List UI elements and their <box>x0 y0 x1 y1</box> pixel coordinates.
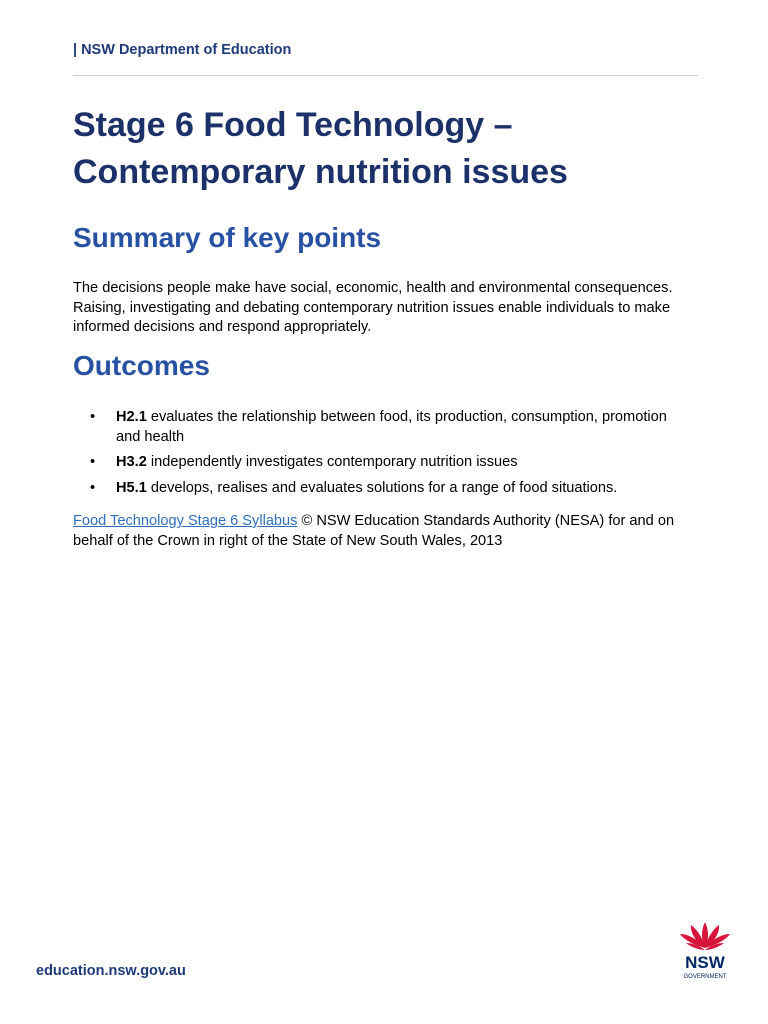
outcome-code: H2.1 <box>116 409 147 425</box>
summary-heading: Summary of key points <box>73 222 382 253</box>
logo-government-text: GOVERNMENT <box>683 974 727 980</box>
outcome-item-h3-2 <box>73 453 693 473</box>
page-title-line-1: Stage 6 Food Technology – <box>73 106 513 144</box>
outcome-item-h2-1 <box>73 408 693 447</box>
header-department: | NSW Department of Education <box>73 42 292 58</box>
footer-website-url: education.nsw.gov.au <box>36 963 186 979</box>
header-divider <box>73 75 698 76</box>
bullet-icon: • <box>90 454 96 470</box>
bullet-icon: • <box>90 479 96 496</box>
outcomes-heading: Outcomes <box>73 350 210 381</box>
syllabus-source <box>73 512 713 551</box>
outcome-code: H5.1 <box>116 479 147 496</box>
outcome-text: develops, realises and evaluates solutions for a range of food situations. <box>146 479 618 496</box>
outcome-text: independently investigates contemporary nutrition issues <box>146 454 518 470</box>
page-title <box>73 102 713 196</box>
syllabus-link[interactable]: Food Technology Stage 6 Syllabus <box>73 513 298 529</box>
page-title-line-2: Contemporary nutrition issues <box>73 153 568 191</box>
nsw-government-logo <box>672 922 738 984</box>
waratah-icon <box>680 922 730 950</box>
outcomes-list <box>73 408 693 504</box>
outcome-text: evaluates the relationship between food, its production, consumption, promotion and health <box>116 409 667 445</box>
syllabus-copyright: © NSW Education Standards Authority (NESA) for and on behalf of the Crown in right of the State of New South Wales, 2013 <box>73 513 675 549</box>
logo-nsw-text: NSW <box>685 953 725 972</box>
outcome-item-h5-1 <box>73 479 693 499</box>
outcome-code: H3.2 <box>116 454 147 470</box>
summary-paragraph: The decisions people make have social, economic, health and environmental consequences. Raising, investigating and debating contemporary nutrition issues enable individuals to make informed decisions and respond appropriately. <box>73 280 673 335</box>
bullet-icon: • <box>90 409 96 425</box>
